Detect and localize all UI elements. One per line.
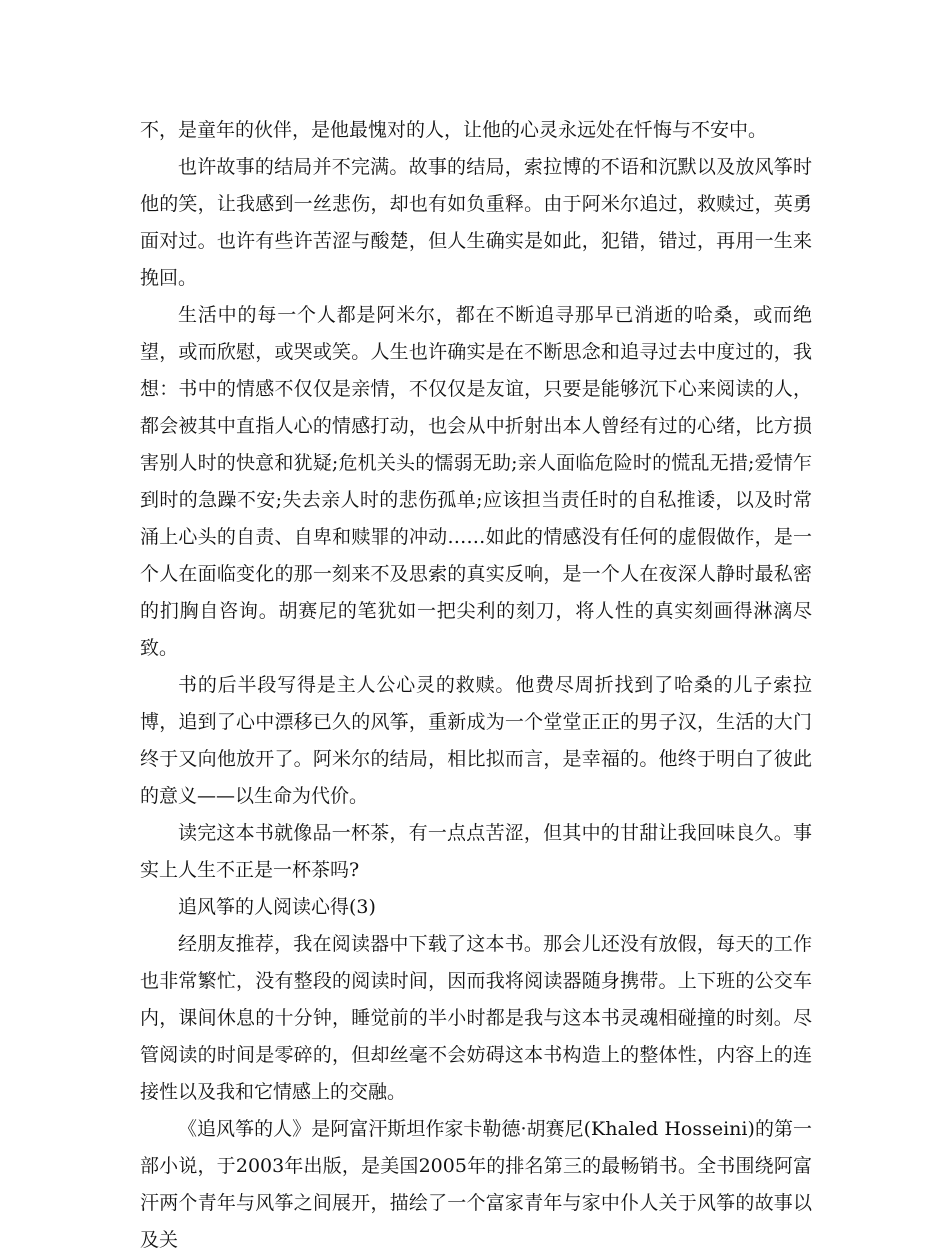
paragraph: 书的后半段写得是主人公心灵的救赎。他费尽周折找到了哈桑的儿子索拉博，追到了心中漂移已久的风筝，重新成为一个堂堂正正的男子汉，生活的大门终于又向他放开了。阿米尔的结局，相比拟而言，是幸福的。他终于明白了彼此的意义——以生命为代价。 (140, 674, 812, 807)
paragraph: 《追风筝的人》是阿富汗斯坦作家卡勒德·胡赛尼(Khaled Hosseini)的第一部小说，于2003年出版，是美国2005年的排名第三的最畅销书。全书围绕阿富汗两个青年与风筝之间展开，描绘了一个富家青年与家中仆人关于风筝的故事以及关 (140, 1118, 812, 1251)
paragraph-continuation: 不，是童年的伙伴，是他最愧对的人，让他的心灵永远处在忏悔与不安中。 (140, 119, 768, 141)
paragraph: 读完这本书就像品一杯茶，有一点点苦涩，但其中的甘甜让我回味良久。事实上人生不正是一杯茶吗? (140, 822, 812, 881)
paragraph: 也许故事的结局并不完满。故事的结局，索拉博的不语和沉默以及放风筝时他的笑，让我感到一丝悲伤，却也有如负重释。由于阿米尔追过，救赎过，英勇面对过。也许有些许苦涩与酸楚，但人生确实是如此，犯错，错过，再用一生来挽回。 (140, 156, 812, 289)
section-heading: 追风筝的人阅读心得(3) (178, 896, 376, 918)
paragraph: 经朋友推荐，我在阅读器中下载了这本书。那会儿还没有放假，每天的工作也非常繁忙，没有整段的阅读时间，因而我将阅读器随身携带。上下班的公交车内，课间休息的十分钟，睡觉前的半小时都是我与这本书灵魂相碰撞的时刻。尽管阅读的时间是零碎的，但却丝毫不会妨碍这本书构造上的整体性，内容上的连接性以及我和它情感上的交融。 (140, 933, 812, 1103)
paragraph: 生活中的每一个人都是阿米尔，都在不断追寻那早已消逝的哈桑，或而绝望，或而欣慰，或哭或笑。人生也许确实是在不断思念和追寻过去中度过的，我想：书中的情感不仅仅是亲情，不仅仅是友谊，只要是能够沉下心来阅读的人，都会被其中直指人心的情感打动，也会从中折射出本人曾经有过的心绪，比方损害别人时的快意和犹疑;危机关头的懦弱无助;亲人面临危险时的慌乱无措;爱情乍到时的急躁不安;失去亲人时的悲伤孤单;应该担当责任时的自私推诿，以及时常涌上心头的自责、自卑和赎罪的冲动……如此的情感没有任何的虚假做作，是一个人在面临变化的那一刻来不及思索的真实反响，是一个人在夜深人静时最私密的扪胸自咨询。胡赛尼的笔犹如一把尖利的刻刀，将人性的真实刻画得淋漓尽致。 (140, 304, 812, 659)
document-body (140, 112, 812, 1259)
